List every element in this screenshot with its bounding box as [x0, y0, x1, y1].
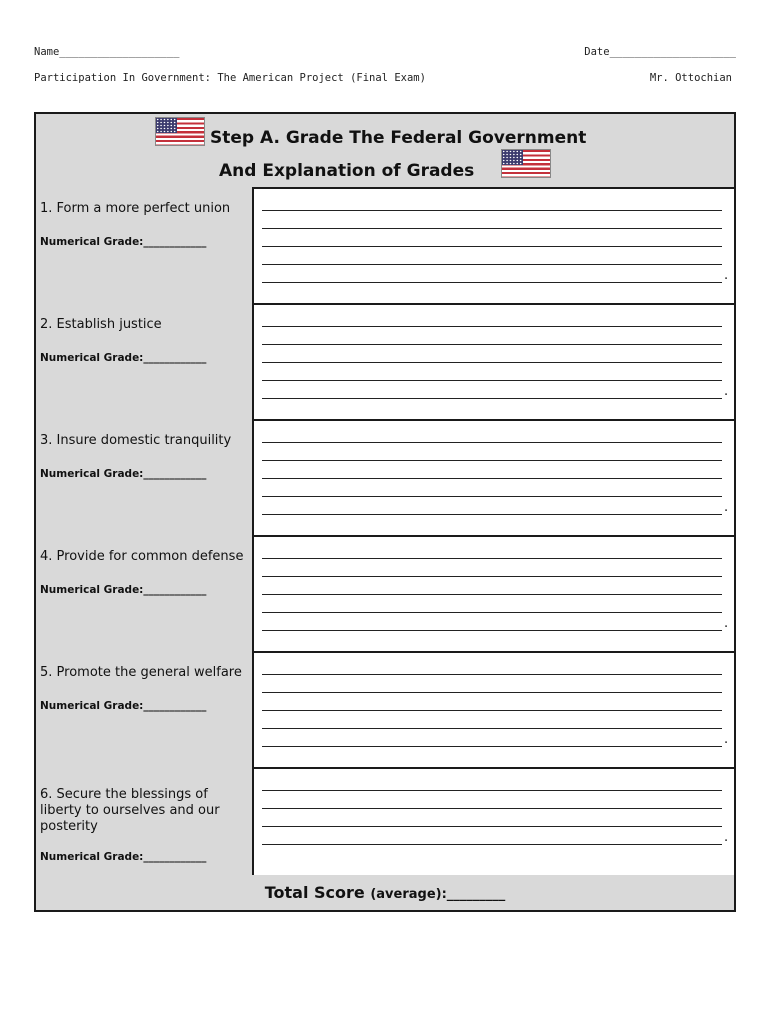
period-mark: .	[724, 268, 729, 283]
criterion-cell	[36, 535, 254, 651]
form-title-line2: And Explanation of Grades	[219, 161, 475, 181]
period-mark: .	[724, 830, 729, 845]
grade-row	[36, 187, 734, 305]
numerical-grade-field[interactable]: Numerical Grade:____________	[40, 352, 207, 364]
criterion-label: 1. Form a more perfect union	[40, 201, 231, 216]
numerical-grade-field[interactable]: Numerical Grade:____________	[40, 236, 207, 248]
numerical-grade-field[interactable]: Numerical Grade:____________	[40, 700, 207, 712]
criterion-label: 3. Insure domestic tranquility	[40, 433, 232, 448]
course-title: Participation In Government: The American Project (Final Exam)	[34, 72, 426, 84]
total-score-field[interactable]	[36, 883, 734, 902]
grade-row	[36, 651, 734, 769]
total-score-row	[36, 875, 734, 910]
numerical-grade-field[interactable]: Numerical Grade:____________	[40, 584, 207, 596]
criterion-label: 2. Establish justice	[40, 317, 162, 332]
grade-row	[36, 535, 734, 653]
criterion-cell	[36, 303, 254, 419]
total-score-average: (average):_________	[370, 887, 506, 902]
grade-row	[36, 419, 734, 537]
numerical-grade-field[interactable]: Numerical Grade:____________	[40, 468, 207, 480]
period-mark: .	[724, 384, 729, 399]
date-field-label: Date____________________	[584, 46, 736, 58]
name-field-label: Name___________________	[34, 46, 180, 58]
criterion-label: 4. Provide for common defense	[40, 549, 244, 564]
grade-row	[36, 303, 734, 421]
form-header	[36, 114, 734, 189]
us-flag-icon	[501, 149, 551, 178]
period-mark: .	[724, 732, 729, 747]
criterion-label: 5. Promote the general welfare	[40, 665, 242, 680]
grade-row	[36, 767, 734, 877]
form-title-line1: Step A. Grade The Federal Government	[210, 128, 587, 148]
numerical-grade-field[interactable]: Numerical Grade:____________	[40, 851, 207, 863]
grading-form	[34, 112, 736, 912]
teacher-name: Mr. Ottochian	[649, 72, 732, 84]
period-mark: .	[724, 616, 729, 631]
criterion-cell	[36, 651, 254, 767]
total-score-label: Total Score	[264, 883, 365, 902]
criterion-cell	[36, 767, 254, 875]
us-flag-icon	[155, 117, 205, 146]
criterion-label: 6. Secure the blessings of liberty to ourselves and our posterity	[40, 787, 220, 834]
criterion-cell	[36, 419, 254, 535]
criterion-cell	[36, 187, 254, 303]
period-mark: .	[724, 500, 729, 515]
